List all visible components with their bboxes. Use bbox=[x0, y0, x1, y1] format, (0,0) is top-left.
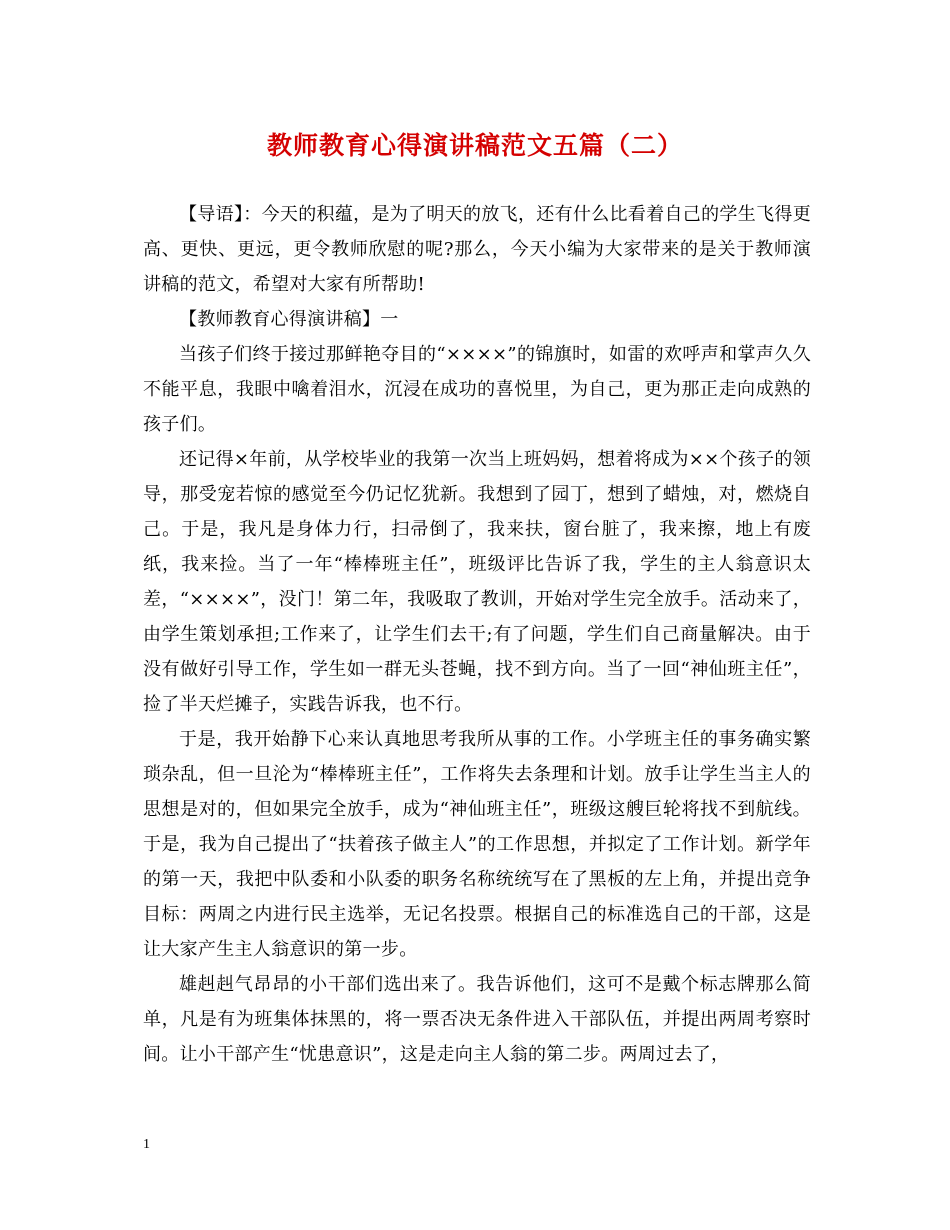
paragraph-section-heading: 【教师教育心得演讲稿】一 bbox=[179, 309, 399, 330]
paragraph: 当孩子们终于接过那鲜艳夺目的“××××”的锦旗时，如雷的欢呼声和掌声久久不能平息，我眼中噙着泪水，沉浸在成功的喜悦里，为自己，更为那正走向成熟的孩子们。 bbox=[143, 344, 811, 435]
paragraph: 雄赳赳气昂昂的小干部们选出来了。我告诉他们，这可不是戴个标志牌那么简单，凡是有为班集体抹黑的，将一票否决无条件进入干部队伍，并提出两周考察时间。让小干部产生“忧患意识”，这是走向主人翁的第二步。两周过去了， bbox=[143, 974, 811, 1065]
document-title: 教师教育心得演讲稿范文五篇（二） bbox=[266, 131, 683, 160]
page-number: 1 bbox=[143, 1137, 150, 1152]
document-body bbox=[143, 197, 811, 1072]
paragraph-intro: 【导语】：今天的积蕴，是为了明天的放飞，还有什么比看着自己的学生飞得更高、更快、更远，更令教师欣慰的呢?那么，今天小编为大家带来的是关于教师演讲稿的范文，希望对大家有所帮助! bbox=[143, 204, 811, 295]
paragraph: 还记得×年前，从学校毕业的我第一次当上班妈妈，想着将成为××个孩子的领导，那受宠若惊的感觉至今仍记忆犹新。我想到了园丁，想到了蜡烛，对，燃烧自己。于是，我凡是身体力行，扫帚倒了，我来扶，窗台脏了，我来擦，地上有废纸，我来捡。当了一年“棒棒班主任”，班级评比告诉了我，学生的主人翁意识太差，“××××”，没门！第二年，我吸取了教训，开始对学生完全放手。活动来了，由学生策划承担;工作来了，让学生们去干;有了问题，学生们自己商量解决。由于没有做好引导工作，学生如一群无头苍蝇，找不到方向。当了一回“神仙班主任”，捡了半天烂摊子，实践告诉我，也不行。 bbox=[143, 449, 811, 715]
paragraph: 于是，我开始静下心来认真地思考我所从事的工作。小学班主任的事务确实繁琐杂乱，但一旦沦为“棒棒班主任”，工作将失去条理和计划。放手让学生当主人的思想是对的，但如果完全放手，成为“神仙班主任”，班级这艘巨轮将找不到航线。于是，我为自己提出了“扶着孩子做主人”的工作思想，并拟定了工作计划。新学年的第一天，我把中队委和小队委的职务名称统统写在了黑板的左上角，并提出竞争目标：两周之内进行民主选举，无记名投票。根据自己的标准选自己的干部，这是让大家产生主人翁意识的第一步。 bbox=[143, 729, 811, 960]
